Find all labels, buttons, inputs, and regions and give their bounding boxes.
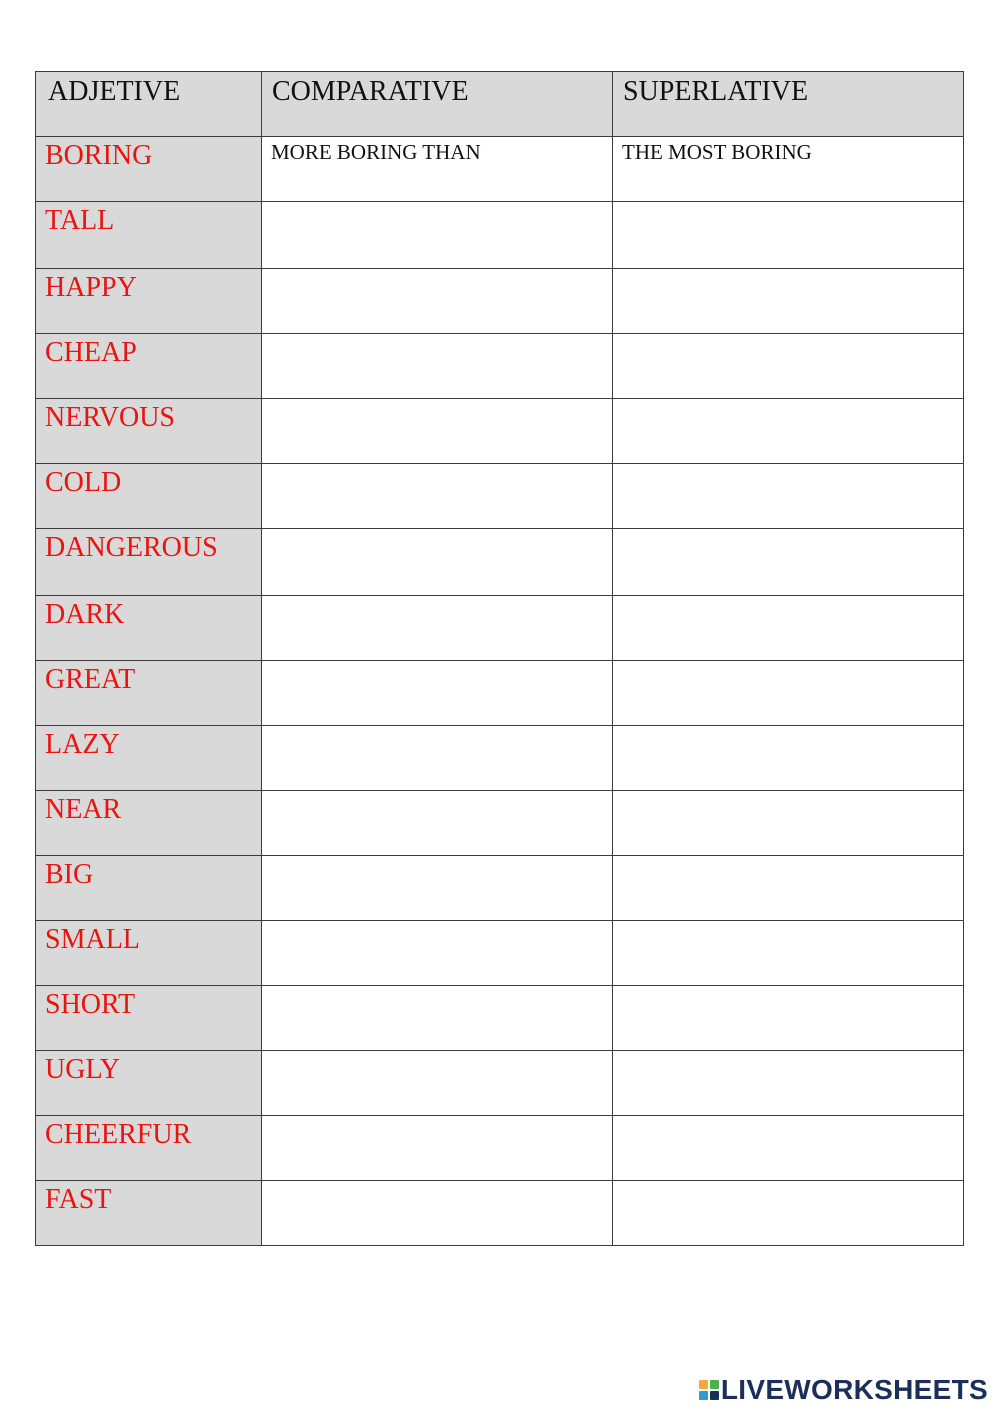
comparative-answer-cell[interactable]	[262, 726, 613, 791]
adjective-cell	[36, 334, 262, 399]
comparative-answer-cell[interactable]	[262, 529, 613, 596]
comparative-answer-cell[interactable]	[262, 399, 613, 464]
table-row	[36, 661, 964, 726]
comparative-answer-cell-text	[262, 269, 612, 272]
header-row	[36, 72, 964, 137]
adjective-cell-text: GREAT	[45, 664, 136, 695]
comparative-answer-cell-text	[262, 921, 612, 924]
comparative-answer-cell-text	[262, 856, 612, 859]
adjective-cell-text: DANGEROUS	[45, 532, 218, 563]
superlative-answer-cell[interactable]	[613, 529, 964, 596]
superlative-answer-cell-text	[613, 334, 963, 337]
superlative-answer-cell-text	[613, 726, 963, 729]
superlative-answer-cell[interactable]	[613, 986, 964, 1051]
superlative-answer-cell-text	[613, 986, 963, 989]
adjective-cell	[36, 856, 262, 921]
table-row	[36, 986, 964, 1051]
superlative-answer-cell-text	[613, 791, 963, 794]
table-row	[36, 1181, 964, 1246]
comparative-answer-cell-text	[262, 1051, 612, 1054]
table-row	[36, 1116, 964, 1181]
superlative-answer-cell[interactable]	[613, 1116, 964, 1181]
comparative-answer-cell-text	[262, 661, 612, 664]
comparative-answer-cell-text	[262, 529, 612, 532]
table-body	[36, 137, 964, 1246]
adjective-cell-text: TALL	[45, 205, 115, 236]
logo-square-1	[699, 1380, 708, 1389]
liveworksheets-brand	[699, 1376, 988, 1404]
superlative-answer-cell[interactable]	[613, 1181, 964, 1246]
superlative-answer-cell-text	[613, 269, 963, 272]
adjective-cell-text: BORING	[45, 140, 153, 171]
superlative-answer-cell-text	[613, 1116, 963, 1119]
superlative-answer-cell-text	[613, 921, 963, 924]
table-row	[36, 1051, 964, 1116]
comparative-answer-cell-text	[262, 399, 612, 402]
adjective-cell	[36, 464, 262, 529]
adjective-cell-text: HAPPY	[45, 272, 137, 303]
superlative-answer-cell-text	[613, 856, 963, 859]
adjective-cell	[36, 986, 262, 1051]
table-row	[36, 269, 964, 334]
superlative-answer-cell[interactable]	[613, 791, 964, 856]
superlative-answer-cell-text	[613, 1051, 963, 1054]
comparative-answer-cell[interactable]	[262, 137, 613, 202]
adjective-cell	[36, 921, 262, 986]
table-row	[36, 464, 964, 529]
adjective-cell	[36, 661, 262, 726]
comparative-answer-cell-text	[262, 986, 612, 989]
comparative-answer-cell[interactable]	[262, 921, 613, 986]
logo-square-4	[710, 1391, 719, 1400]
table-row	[36, 529, 964, 596]
comparative-answer-cell-text	[262, 1116, 612, 1119]
comparative-answer-cell-text	[262, 334, 612, 337]
adjective-cell	[36, 726, 262, 791]
liveworksheets-logo-icon	[699, 1380, 719, 1400]
adjective-cell-text: FAST	[45, 1184, 112, 1215]
table-row	[36, 334, 964, 399]
adjective-cell-text: BIG	[45, 859, 94, 890]
superlative-answer-cell[interactable]	[613, 921, 964, 986]
table-row	[36, 399, 964, 464]
comparative-answer-cell-text	[262, 1181, 612, 1184]
table-row	[36, 921, 964, 986]
logo-square-3	[699, 1391, 708, 1400]
adjectives-table	[35, 71, 964, 1246]
superlative-answer-cell[interactable]	[613, 137, 964, 202]
adjective-cell	[36, 1051, 262, 1116]
table-row	[36, 856, 964, 921]
table-row	[36, 791, 964, 856]
adjective-cell	[36, 269, 262, 334]
header-superlative: SUPERLATIVE	[613, 72, 964, 137]
brand-text: LIVEWORKSHEETS	[720, 1374, 988, 1405]
adjective-cell-text: NEAR	[45, 794, 122, 825]
adjective-cell	[36, 529, 262, 596]
comparative-answer-cell[interactable]	[262, 1181, 613, 1246]
comparative-answer-cell[interactable]	[262, 596, 613, 661]
adjective-cell	[36, 137, 262, 202]
superlative-answer-cell[interactable]	[613, 399, 964, 464]
comparative-answer-cell-text	[262, 596, 612, 599]
header-adjective: ADJETIVE	[36, 72, 262, 137]
header-comparative: COMPARATIVE	[262, 72, 613, 137]
comparative-answer-cell[interactable]	[262, 791, 613, 856]
superlative-answer-cell-text	[613, 661, 963, 664]
table-row	[36, 596, 964, 661]
superlative-answer-cell[interactable]	[613, 596, 964, 661]
superlative-answer-cell[interactable]	[613, 661, 964, 726]
adjective-cell	[36, 791, 262, 856]
adjective-cell	[36, 399, 262, 464]
comparative-answer-cell-text	[262, 726, 612, 729]
adjective-cell-text: UGLY	[45, 1054, 120, 1085]
adjective-cell-text: DARK	[45, 599, 125, 630]
superlative-answer-cell[interactable]	[613, 726, 964, 791]
adjective-cell	[36, 202, 262, 269]
superlative-answer-cell-text	[613, 596, 963, 599]
superlative-answer-cell[interactable]	[613, 202, 964, 269]
superlative-answer-cell-text	[613, 399, 963, 402]
table-row	[36, 202, 964, 269]
table-row	[36, 137, 964, 202]
superlative-answer-cell[interactable]	[613, 1051, 964, 1116]
adjective-cell	[36, 596, 262, 661]
superlative-answer-cell[interactable]	[613, 856, 964, 921]
comparative-answer-cell-text	[262, 464, 612, 467]
adjective-cell-text: COLD	[45, 467, 122, 498]
superlative-answer-cell[interactable]	[613, 269, 964, 334]
superlative-answer-cell-text: THE MOST BORING	[622, 140, 812, 164]
superlative-answer-cell[interactable]	[613, 334, 964, 399]
adjective-cell	[36, 1116, 262, 1181]
superlative-answer-cell-text	[613, 529, 963, 532]
logo-square-2	[710, 1380, 719, 1389]
comparative-answer-cell[interactable]	[262, 1051, 613, 1116]
comparative-answer-cell[interactable]	[262, 269, 613, 334]
table-row	[36, 726, 964, 791]
adjective-cell-text: CHEAP	[45, 337, 137, 368]
adjective-cell-text: SMALL	[45, 924, 140, 955]
adjective-cell-text: LAZY	[45, 729, 120, 760]
adjective-cell-text: NERVOUS	[45, 402, 175, 433]
comparative-answer-cell[interactable]	[262, 1116, 613, 1181]
comparative-answer-cell-text	[262, 791, 612, 794]
comparative-answer-cell-text: MORE BORING THAN	[271, 140, 481, 164]
adjective-cell	[36, 1181, 262, 1246]
superlative-answer-cell[interactable]	[613, 464, 964, 529]
superlative-answer-cell-text	[613, 202, 963, 205]
comparative-answer-cell-text	[262, 202, 612, 205]
superlative-answer-cell-text	[613, 464, 963, 467]
comparative-answer-cell[interactable]	[262, 334, 613, 399]
adjective-cell-text: SHORT	[45, 989, 136, 1020]
superlative-answer-cell-text	[613, 1181, 963, 1184]
adjective-cell-text: CHEERFUR	[45, 1119, 192, 1150]
comparative-answer-cell[interactable]	[262, 464, 613, 529]
comparative-answer-cell[interactable]	[262, 856, 613, 921]
comparative-answer-cell[interactable]	[262, 661, 613, 726]
comparative-answer-cell[interactable]	[262, 202, 613, 269]
comparative-answer-cell[interactable]	[262, 986, 613, 1051]
